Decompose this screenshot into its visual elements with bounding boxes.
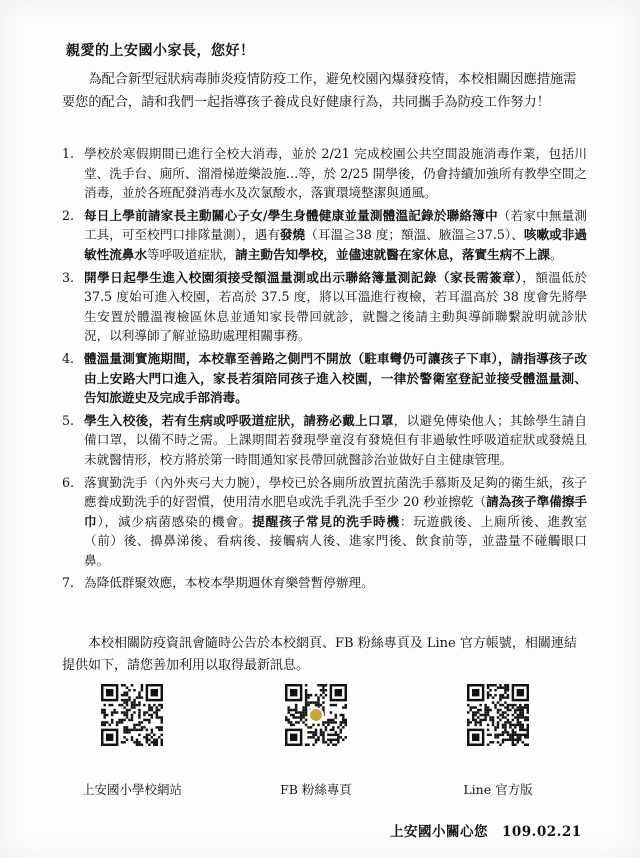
- item-text: [84, 268, 587, 346]
- item-text-bold: 提醒孩子常見的洗手時機: [252, 513, 400, 529]
- item-text-segment: 。: [549, 246, 563, 262]
- qr-label-fb: FB 粉絲專頁: [280, 782, 352, 797]
- item-text: [84, 473, 587, 571]
- item-number: 3.: [62, 269, 75, 285]
- item-text-segment: 為降低群聚效應，本校本學期週休育樂營暫停辦理。: [84, 575, 374, 591]
- item-text: [84, 573, 587, 593]
- item-text-bold: 每日上學前請家長主動關心子女/學生身體健康並量測體溫記錄於聯絡簿中: [84, 207, 498, 223]
- qr-code-icon[interactable]: [285, 684, 347, 746]
- item-text-bold: 請主動告知學校，並儘速就醫在家休息，落實生病不上課: [235, 246, 550, 262]
- item-number: 7.: [62, 575, 75, 591]
- item-text: [84, 349, 587, 408]
- qr-code-icon[interactable]: [467, 684, 529, 746]
- notice-item: [62, 268, 587, 346]
- qr-label-line: Line 官方版: [463, 782, 533, 797]
- qr-block-fb: [236, 684, 396, 798]
- notice-item: [62, 411, 587, 470]
- item-text-segment: （耳溫≧38 度；額溫、腋溫≧37.5）、: [305, 227, 524, 243]
- qr-block-line: [418, 684, 578, 798]
- notice-items-list: [62, 144, 587, 596]
- item-text-segment: ，以避免傳染他人；其餘學生請自備口罩，以備不時之需。上課期間若發現學童沒有發燒但有非過敏性呼吸道症狀或發燒且未就醫情形，校方將於第一時間通知家長帶回就醫診治並做好自主健康管理。: [84, 412, 588, 467]
- item-text: [84, 206, 587, 265]
- item-number: 4.: [62, 350, 75, 366]
- notice-item: [62, 573, 587, 593]
- item-text-segment: ，額溫低於 37.5 度始可進入校園，若高於 37.5 度，將以耳溫進行複檢，若耳溫高於 38 度會先將學生安置於體溫複檢區休息並通知家長帶回就診，就醫之後請主動與導師聯繫說明就診狀況，以利導師了解並協助處理相關事務。: [84, 269, 588, 344]
- item-text-segment: ），減少病菌感染的機會。: [97, 513, 253, 529]
- notice-item: [62, 349, 587, 408]
- greeting: 親愛的上安國小家長，您好！: [66, 43, 255, 59]
- item-text-bold: 學生入校後，若有生病或呼吸道症狀，請務必戴上口罩: [84, 412, 394, 428]
- item-text: [84, 411, 587, 470]
- item-number: 6.: [62, 474, 75, 490]
- item-text-bold: 請為孩子準備擦手巾: [84, 494, 587, 529]
- item-text-segment: 學校於寒假期間已進行全校大消毒，並於 2/21 完成校園公共空間設施消毒作業，包括川堂、洗手台、廁所、溜滑梯遊樂設施…等，於 2/25 開學後，仍會持續加強所有教學空間之消毒，並於各班配發消毒水及次氯酸水，落實環境整潔與通風。: [84, 146, 587, 201]
- item-text-bold: 發燒: [279, 227, 306, 243]
- item-text-segment: 落實勤洗手（內外夾弓大力腕），學校已於各廁所放置抗菌洗手慕斯及足夠的衛生紙，孩子應養成勤洗手的好習慣，使用清水肥皂或洗手乳洗手至少 20 秒並擦乾（: [84, 474, 587, 510]
- qr-code-icon[interactable]: [101, 684, 163, 746]
- item-text-bold: 開學日起學生進入校園須接受額溫量測或出示聯絡簿量測記錄（家長需簽章）: [84, 269, 523, 285]
- notice-item: [62, 206, 587, 265]
- qr-block-website: [52, 684, 212, 798]
- signature-date: 上安國小關心您 109.02.21: [390, 824, 582, 840]
- notice-item: [62, 473, 587, 571]
- item-number: 5.: [62, 412, 75, 428]
- closing-paragraph: 本校相關防疫資訊會隨時公告於本校網頁、FB 粉絲專頁及 Line 官方帳號，相關連結提供如下，請您善加利用以取得最新訊息。: [62, 636, 577, 673]
- item-text-segment: 等呼吸道症狀，: [146, 246, 236, 262]
- item-text-segment: （若家中無量測工具，可至校門口排隊量測），遇有: [84, 207, 588, 243]
- intro-paragraph: 為配合新型冠狀病毒肺炎疫情防疫工作，避免校園內爆發疫情，本校相關因應措施需要您的配合，請和我們一起指導孩子養成良好健康行為，共同攜手為防疫工作努力！: [62, 72, 577, 110]
- item-text-bold: 咳嗽或非過敏性流鼻水: [84, 227, 587, 262]
- item-number: 2.: [62, 207, 75, 223]
- item-text-segment: ：玩遊戲後、上廁所後、進教室（前）後、擤鼻涕後、看病後、接觸病人後、進家門後、飲食前等，並盡量不碰觸眼口鼻。: [84, 513, 588, 568]
- item-text-bold: 體溫量測實施期間，本校靠至善路之側門不開放（駐車彎仍可讓孩子下車），請指導孩子改由上安路大門口進入，家長若須陪同孩子進入校園，一律於警衛室登記並接受體溫量測、告知旅遊史及完成手部消毒。: [84, 350, 587, 406]
- item-text: [84, 144, 587, 203]
- qr-label-website: 上安國小學校網站: [81, 782, 182, 797]
- notice-item: [62, 144, 587, 203]
- item-number: 1.: [62, 146, 75, 161]
